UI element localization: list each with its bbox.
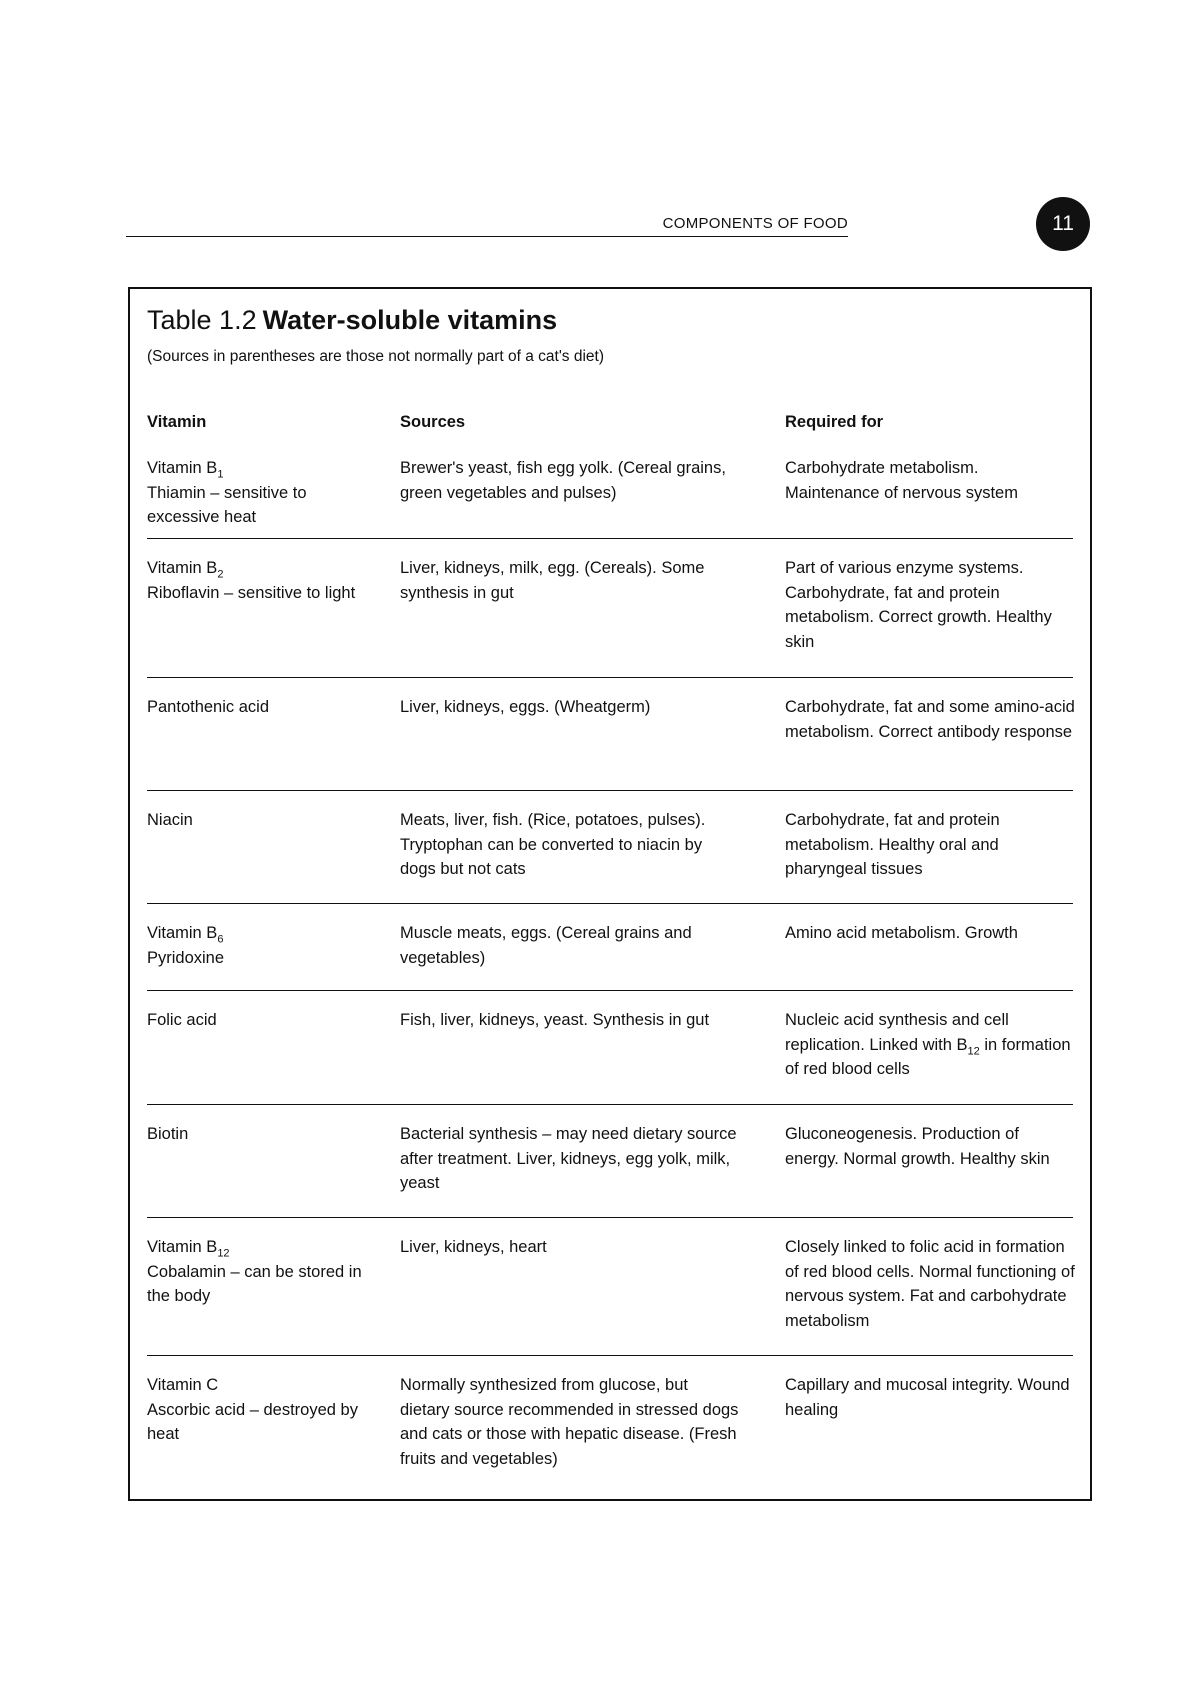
vitamin-detail: Cobalamin – can be stored in the body xyxy=(147,1262,362,1305)
vitamin-name: Pantothenic acid xyxy=(147,698,270,716)
sources-cell: Normally synthesized from glucose, but dietary source recommended in stressed dogs and cats or those with hepatic disease. (Fresh fruits and vegetables) xyxy=(400,1376,739,1468)
required-for-cell: Carbohydrate, fat and protein metabolism. Healthy oral and pharyngeal tissues xyxy=(785,811,1000,878)
vitamin-detail: Riboflavin – sensitive to light xyxy=(147,583,356,602)
required-for-cell: Amino acid metabolism. Growth xyxy=(785,924,1018,942)
required-for-cell: Gluconeogenesis. Production of energy. Normal growth. Healthy skin xyxy=(785,1125,1050,1168)
running-head-title: COMPONENTS OF FOOD xyxy=(662,215,848,232)
vitamin-name: Vitamin $B_1$ xyxy=(147,459,224,481)
table-row xyxy=(147,1218,1073,1356)
vitamin-cell xyxy=(147,1235,377,1309)
sources-cell: Bacterial synthesis – may need dietary source after treatment. Liver, kidneys, egg yolk, milk, yeast xyxy=(400,1125,737,1192)
vitamin-name: Vitamin $B_{12}$ xyxy=(147,1238,230,1260)
vitamin-detail: Pyridoxine xyxy=(147,948,225,967)
required-for-cell: Capillary and mucosal integrity. Wound healing xyxy=(785,1376,1070,1419)
required-for-cell: Closely linked to folic acid in formation of red blood cells. Normal functioning of nervous system. Fat and carbohydrate metabolism xyxy=(785,1238,1075,1330)
vitamins-table xyxy=(128,287,1092,1501)
header-sources: Sources xyxy=(400,413,466,431)
table-row xyxy=(147,791,1073,904)
vitamin-cell xyxy=(147,456,377,530)
sources-cell: Liver, kidneys, eggs. (Wheatgerm) xyxy=(400,698,651,716)
table-row xyxy=(147,678,1073,791)
table-number: Table 1.2 xyxy=(147,305,257,335)
required-for-cell: Carbohydrate metabolism. Maintenance of nervous system xyxy=(785,459,1018,502)
table-row xyxy=(147,1356,1073,1498)
table-row xyxy=(147,904,1073,991)
sources-cell: Liver, kidneys, heart xyxy=(400,1238,547,1256)
sources-cell: Fish, liver, kidneys, yeast. Synthesis in gut xyxy=(400,1011,710,1029)
table-row xyxy=(147,1105,1073,1218)
vitamin-name: Vitamin $B_6$ xyxy=(147,924,224,946)
required-for-cell: Carbohydrate, fat and some amino-acid metabolism. Correct antibody response xyxy=(785,698,1075,741)
sources-cell: Brewer's yeast, fish egg yolk. (Cereal grains, green vegetables and pulses) xyxy=(400,459,726,502)
vitamin-cell xyxy=(147,921,377,970)
vitamin-name: Folic acid xyxy=(147,1011,217,1029)
table-row xyxy=(147,539,1073,678)
vitamin-cell xyxy=(147,1122,377,1147)
vitamin-name: Vitamin C xyxy=(147,1376,219,1394)
vitamin-name: Niacin xyxy=(147,811,193,829)
required-for-cell: Nucleic acid synthesis and cell replication. Linked with $B_{12}$ in formation of red blood cells xyxy=(785,1011,1071,1078)
table-name: Water-soluble vitamins xyxy=(262,305,558,335)
vitamin-detail: Ascorbic acid – destroyed by heat xyxy=(147,1400,358,1443)
sources-cell: Liver, kidneys, milk, egg. (Cereals). Some synthesis in gut xyxy=(400,559,705,602)
vitamin-cell xyxy=(147,695,377,720)
sources-cell: Muscle meats, eggs. (Cereal grains and vegetables) xyxy=(400,924,692,967)
table-row xyxy=(147,439,1073,539)
header-required-for: Required for xyxy=(785,413,884,431)
required-for-cell: Part of various enzyme systems. Carbohydrate, fat and protein metabolism. Correct growth. Healthy skin xyxy=(785,559,1052,651)
table-row xyxy=(147,991,1073,1105)
header-vitamin: Vitamin xyxy=(147,413,207,431)
page-number-badge: 11 xyxy=(1036,197,1090,251)
vitamin-cell xyxy=(147,808,377,833)
vitamin-cell xyxy=(147,1008,377,1033)
running-head xyxy=(126,212,848,237)
vitamin-detail: Thiamin – sensitive to excessive heat xyxy=(147,483,307,526)
vitamin-name: Biotin xyxy=(147,1125,189,1143)
sources-cell: Meats, liver, fish. (Rice, potatoes, pulses). Tryptophan can be converted to niacin by dogs but not cats xyxy=(400,811,706,878)
vitamin-cell xyxy=(147,1373,377,1447)
table-note: (Sources in parentheses are those not normally part of a cat's diet) xyxy=(147,348,605,365)
vitamin-name: Vitamin $B_2$ xyxy=(147,559,224,581)
vitamin-cell xyxy=(147,556,377,605)
table-title xyxy=(147,305,557,336)
table-body xyxy=(130,439,1090,1498)
